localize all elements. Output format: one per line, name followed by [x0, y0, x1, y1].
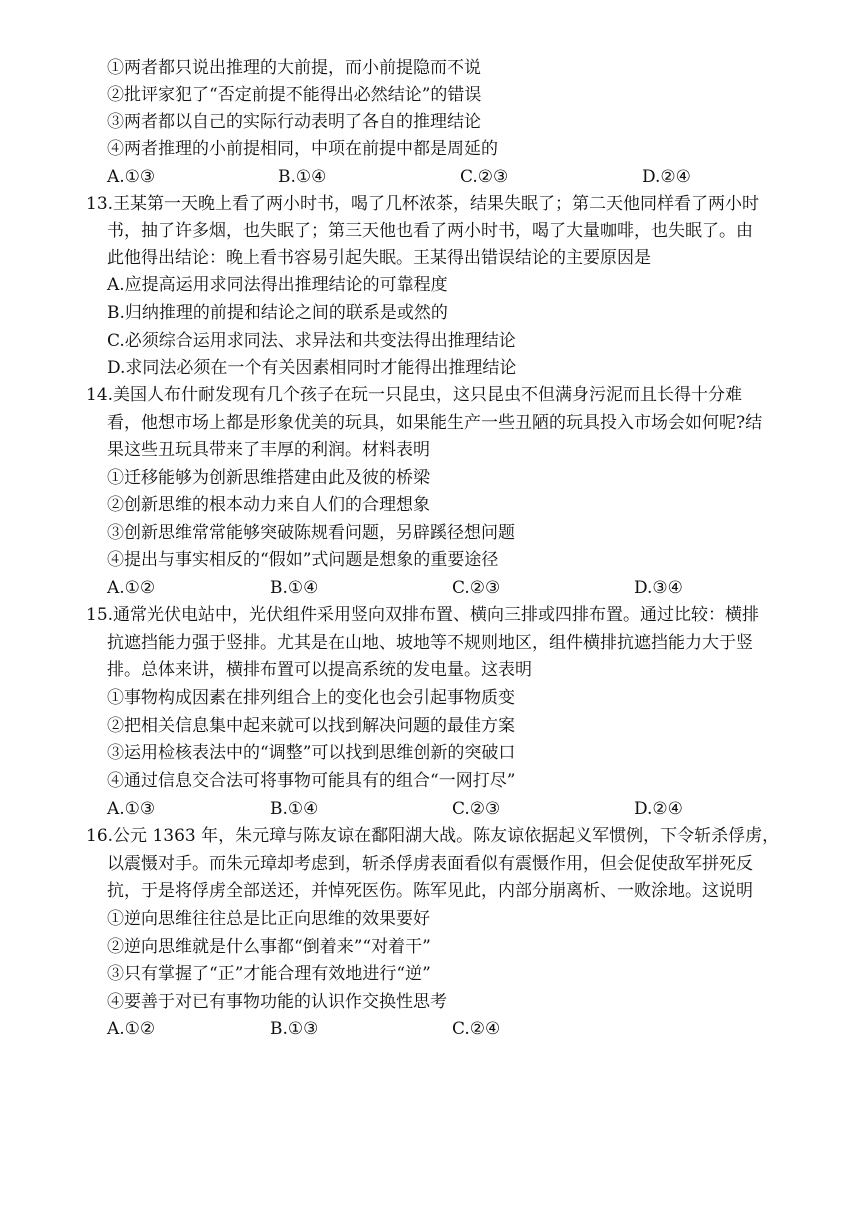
- q15-stem-line-1: 15.通常光伏电站中，光伏组件采用竖向双排布置、横向三排或四排布置。通过比较：横排: [86, 605, 760, 625]
- q12-statement-3: ③两者都以自己的实际行动表明了各自的推理结论: [107, 112, 481, 132]
- q12-statement-1: ①两者都只说出推理的大前提，而小前提隐而不说: [107, 58, 481, 78]
- q14-option-b: B.①④: [270, 578, 319, 598]
- q16-option-c: C.②④: [452, 1019, 501, 1039]
- q13-option-d: D.求同法必须在一个有关因素相同时才能得出推理结论: [107, 358, 517, 378]
- q14-option-d: D.③④: [634, 578, 683, 598]
- q13-option-c: C.必须综合运用求同法、求异法和共变法得出推理结论: [107, 331, 516, 351]
- q12-statement-4: ④两者推理的小前提相同，中项在前提中都是周延的: [107, 139, 498, 159]
- q14-stem-line-2: 看，他想市场上都是形象优美的玩具，如果能生产一些丑陋的玩具投入市场会如何呢?结: [107, 413, 763, 433]
- q14-option-c: C.②③: [452, 578, 501, 598]
- q13-stem-line-1: 13.王某第一天晚上看了两小时书，喝了几杯浓茶，结果失眠了；第二天他同样看了两小时: [86, 194, 760, 214]
- q12-option-d: D.②④: [642, 167, 691, 187]
- q14-statement-2: ②创新思维的根本动力来自人们的合理想象: [107, 495, 430, 515]
- q13-stem-line-3: 此他得出结论：晚上看书容易引起失眠。王某得出错误结论的主要原因是: [107, 248, 651, 268]
- q14-stem-line-3: 果这些丑玩具带来了丰厚的利润。材料表明: [107, 440, 430, 460]
- q14-statement-3: ③创新思维常常能够突破陈规看问题，另辟蹊径想问题: [107, 523, 515, 543]
- q12-statement-2: ②批评家犯了“否定前提不能得出必然结论”的错误: [107, 85, 482, 105]
- q14-option-a: A.①②: [107, 578, 156, 598]
- q16-stem-line-1: 16.公元 1363 年，朱元璋与陈友谅在鄱阳湖大战。陈友谅依据起义军惯例，下令斩杀俘虏，: [86, 826, 780, 846]
- q15-statement-1: ①事物构成因素在排列组合上的变化也会引起事物质变: [107, 688, 515, 708]
- q15-option-d: D.②④: [634, 799, 683, 819]
- q15-option-c: C.②③: [452, 799, 501, 819]
- q12-option-b: B.①④: [278, 167, 327, 187]
- q14-stem-line-1: 14.美国人布什耐发现有几个孩子在玩一只昆虫，这只昆虫不但满身污泥而且长得十分难: [86, 385, 743, 405]
- q15-option-b: B.①④: [270, 799, 319, 819]
- q15-statement-3: ③运用检核表法中的“调整”可以找到思维创新的突破口: [107, 743, 516, 763]
- q15-statement-2: ②把相关信息集中起来就可以找到解决问题的最佳方案: [107, 716, 515, 736]
- q12-option-a: A.①③: [107, 167, 156, 187]
- q16-statement-3: ③只有掌握了“正”才能合理有效地进行“逆”: [107, 964, 431, 984]
- q16-stem-line-3: 抗，于是将俘虏全部送还，并悼死医伤。陈军见此，内部分崩离析、一败涂地。这说明: [107, 881, 753, 901]
- q13-option-b: B.归纳推理的前提和结论之间的联系是或然的: [107, 303, 448, 323]
- q14-statement-4: ④提出与事实相反的“假如”式问题是想象的重要途径: [107, 550, 499, 570]
- q15-option-a: A.①③: [107, 799, 156, 819]
- q16-statement-1: ①逆向思维往往总是比正向思维的效果要好: [107, 909, 430, 929]
- q15-stem-line-3: 排。总体来讲，横排布置可以提高系统的发电量。这表明: [107, 660, 532, 680]
- q16-option-b: B.①③: [270, 1019, 319, 1039]
- q15-statement-4: ④通过信息交合法可将事物可能具有的组合“一网打尽”: [107, 771, 516, 791]
- q14-statement-1: ①迁移能够为创新思维搭建由此及彼的桥梁: [107, 468, 430, 488]
- q16-statement-4: ④要善于对已有事物功能的认识作交换性思考: [107, 992, 447, 1012]
- q13-stem-line-2: 书，抽了许多烟，也失眠了；第三天他也看了两小时书，喝了大量咖啡，也失眠了。由: [107, 221, 753, 241]
- q15-stem-line-2: 抗遮挡能力强于竖排。尤其是在山地、坡地等不规则地区，组件横排抗遮挡能力大于竖: [107, 633, 753, 653]
- q16-option-a: A.①②: [107, 1019, 156, 1039]
- q12-option-c: C.②③: [460, 167, 509, 187]
- q16-stem-line-2: 以震慑对手。而朱元璋却考虑到，斩杀俘虏表面看似有震慑作用，但会促使敌军拼死反: [107, 854, 753, 874]
- q16-statement-2: ②逆向思维就是什么事都“倒着来”“对着干”: [107, 937, 431, 957]
- q13-option-a: A.应提高运用求同法得出推理结论的可靠程度: [107, 275, 448, 295]
